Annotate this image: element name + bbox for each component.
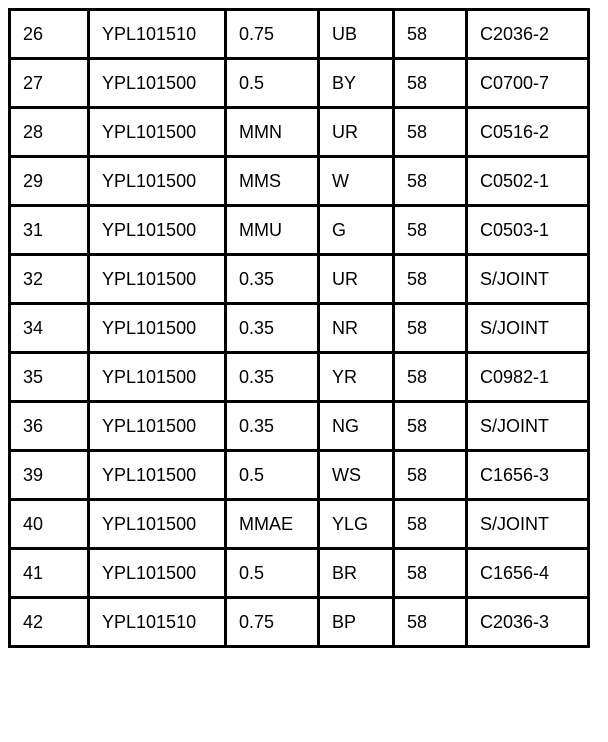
table-row [10,451,589,500]
connector-cell: C2036-2 [467,10,589,59]
size-cell: MMAE [226,500,319,549]
connector-cell: C2036-3 [467,598,589,647]
color-code-cell: W [319,157,394,206]
size-cell: MMN [226,108,319,157]
row-number-cell: 35 [10,353,89,402]
row-number-cell: 40 [10,500,89,549]
color-code-cell: UR [319,255,394,304]
connector-cell: C1656-4 [467,549,589,598]
color-code-cell: BP [319,598,394,647]
row-number-cell: 36 [10,402,89,451]
quantity-cell: 58 [394,304,467,353]
connector-cell: C0516-2 [467,108,589,157]
quantity-cell: 58 [394,451,467,500]
row-number-cell: 42 [10,598,89,647]
table-row [10,353,589,402]
part-number-cell: YPL101500 [89,500,226,549]
part-number-cell: YPL101500 [89,304,226,353]
table-row [10,59,589,108]
size-cell: MMS [226,157,319,206]
color-code-cell: BY [319,59,394,108]
part-number-cell: YPL101500 [89,206,226,255]
connector-cell: C1656-3 [467,451,589,500]
row-number-cell: 41 [10,549,89,598]
connector-cell: S/JOINT [467,500,589,549]
row-number-cell: 34 [10,304,89,353]
size-cell: 0.35 [226,402,319,451]
size-cell: 0.35 [226,304,319,353]
part-number-cell: YPL101500 [89,59,226,108]
color-code-cell: BR [319,549,394,598]
quantity-cell: 58 [394,402,467,451]
color-code-cell: UB [319,10,394,59]
size-cell: MMU [226,206,319,255]
table-row [10,108,589,157]
connector-cell: C0502-1 [467,157,589,206]
size-cell: 0.5 [226,549,319,598]
part-number-cell: YPL101500 [89,157,226,206]
color-code-cell: UR [319,108,394,157]
color-code-cell: G [319,206,394,255]
table-row [10,598,589,647]
row-number-cell: 39 [10,451,89,500]
table-row [10,206,589,255]
connector-cell: S/JOINT [467,304,589,353]
table-row [10,255,589,304]
size-cell: 0.5 [226,451,319,500]
part-number-cell: YPL101510 [89,598,226,647]
table-row [10,157,589,206]
size-cell: 0.35 [226,353,319,402]
part-number-cell: YPL101500 [89,108,226,157]
quantity-cell: 58 [394,353,467,402]
connector-cell: S/JOINT [467,402,589,451]
row-number-cell: 32 [10,255,89,304]
size-cell: 0.5 [226,59,319,108]
row-number-cell: 28 [10,108,89,157]
table-body [10,10,589,647]
connector-cell: C0982-1 [467,353,589,402]
part-number-cell: YPL101500 [89,549,226,598]
quantity-cell: 58 [394,206,467,255]
quantity-cell: 58 [394,10,467,59]
connector-cell: C0700-7 [467,59,589,108]
size-cell: 0.35 [226,255,319,304]
size-cell: 0.75 [226,10,319,59]
table-row [10,549,589,598]
color-code-cell: NR [319,304,394,353]
part-number-cell: YPL101510 [89,10,226,59]
row-number-cell: 29 [10,157,89,206]
part-number-cell: YPL101500 [89,255,226,304]
color-code-cell: NG [319,402,394,451]
quantity-cell: 58 [394,108,467,157]
quantity-cell: 58 [394,59,467,108]
connector-cell: S/JOINT [467,255,589,304]
color-code-cell: YLG [319,500,394,549]
part-number-cell: YPL101500 [89,451,226,500]
quantity-cell: 58 [394,598,467,647]
row-number-cell: 26 [10,10,89,59]
data-table [8,8,590,648]
quantity-cell: 58 [394,500,467,549]
size-cell: 0.75 [226,598,319,647]
row-number-cell: 27 [10,59,89,108]
quantity-cell: 58 [394,549,467,598]
quantity-cell: 58 [394,255,467,304]
color-code-cell: YR [319,353,394,402]
table-row [10,500,589,549]
part-number-cell: YPL101500 [89,353,226,402]
connector-cell: C0503-1 [467,206,589,255]
row-number-cell: 31 [10,206,89,255]
part-number-cell: YPL101500 [89,402,226,451]
quantity-cell: 58 [394,157,467,206]
table-row [10,10,589,59]
table-row [10,402,589,451]
color-code-cell: WS [319,451,394,500]
table-row [10,304,589,353]
